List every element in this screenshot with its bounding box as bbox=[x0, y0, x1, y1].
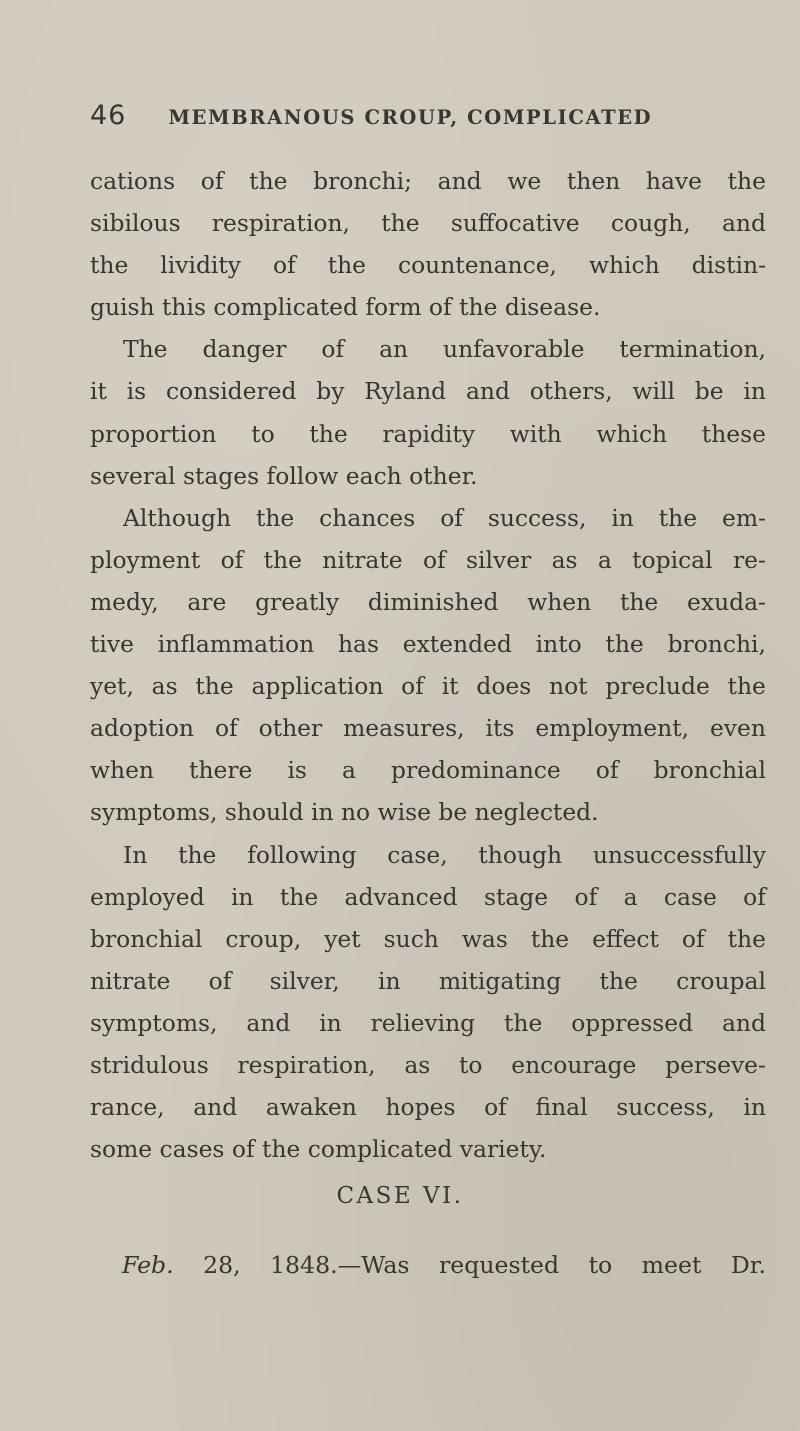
word: distin- bbox=[691, 251, 766, 280]
word: yet bbox=[324, 924, 361, 953]
word: silver bbox=[466, 545, 532, 574]
word: other bbox=[258, 714, 323, 743]
word: the bbox=[599, 966, 638, 995]
page-number: 46 bbox=[90, 100, 127, 131]
word: the bbox=[727, 672, 766, 701]
word: proportion bbox=[90, 419, 217, 448]
word: to bbox=[251, 419, 275, 448]
word: we bbox=[507, 167, 542, 195]
word: is bbox=[126, 377, 147, 406]
word: topical bbox=[632, 545, 713, 574]
text-line bbox=[90, 960, 766, 1002]
word: respiration, bbox=[237, 1050, 376, 1079]
text-line: guish this complicated form of the disease. bbox=[90, 293, 601, 322]
text-line bbox=[90, 413, 766, 455]
word: and bbox=[437, 167, 482, 195]
text-line bbox=[90, 160, 766, 202]
word: and bbox=[193, 1093, 238, 1122]
word: mitigating bbox=[438, 966, 562, 995]
text-line bbox=[90, 1044, 766, 1086]
word: measures, bbox=[343, 714, 465, 743]
text-line bbox=[90, 623, 766, 665]
word: Ryland bbox=[364, 377, 447, 406]
page-header bbox=[90, 100, 710, 131]
word: termination, bbox=[619, 335, 766, 364]
word: not bbox=[549, 672, 588, 701]
word: preclude bbox=[605, 672, 710, 701]
word: even bbox=[709, 714, 766, 743]
word: Dr. bbox=[730, 1251, 766, 1279]
word: there bbox=[189, 756, 253, 785]
word: to bbox=[588, 1251, 613, 1279]
word: the bbox=[195, 672, 234, 701]
word: tive bbox=[90, 630, 134, 659]
word: croup, bbox=[225, 924, 302, 953]
word: croupal bbox=[676, 966, 766, 995]
word: when bbox=[90, 756, 154, 785]
word: rance, bbox=[90, 1093, 165, 1122]
word: of bbox=[220, 545, 244, 574]
word: it bbox=[90, 377, 107, 406]
word: as bbox=[551, 545, 578, 574]
word: lividity bbox=[160, 251, 242, 280]
word: the bbox=[309, 419, 348, 448]
text-line bbox=[90, 1086, 766, 1128]
text-line bbox=[90, 918, 766, 960]
word: oppressed bbox=[571, 1008, 694, 1037]
word: the bbox=[658, 503, 698, 532]
word: the bbox=[90, 251, 129, 280]
word: the bbox=[327, 251, 367, 280]
word: then bbox=[566, 167, 621, 195]
word: of bbox=[272, 251, 296, 280]
word: meet bbox=[641, 1251, 702, 1279]
word: the bbox=[178, 840, 217, 869]
word: of bbox=[321, 335, 345, 364]
word: ployment bbox=[90, 545, 201, 574]
text-line bbox=[90, 370, 766, 412]
word: into bbox=[535, 630, 582, 659]
word: relieving bbox=[370, 1008, 476, 1037]
word: the bbox=[619, 587, 659, 616]
word: in bbox=[378, 966, 401, 995]
text-line bbox=[90, 328, 766, 370]
word: as bbox=[404, 1050, 431, 1079]
word: perseve- bbox=[665, 1050, 766, 1079]
word: danger bbox=[202, 335, 287, 364]
text-line bbox=[90, 244, 766, 286]
word: the bbox=[381, 209, 420, 238]
word: respiration, bbox=[211, 209, 350, 238]
word: of bbox=[484, 1093, 507, 1122]
word: of bbox=[208, 966, 232, 995]
word: which bbox=[596, 419, 668, 448]
word: was bbox=[461, 924, 508, 953]
word: the bbox=[605, 630, 644, 659]
word: 1848.—Was bbox=[270, 1251, 410, 1279]
word: the bbox=[255, 503, 295, 532]
word: Although bbox=[123, 503, 232, 532]
word: unfavorable bbox=[443, 335, 585, 364]
word: of bbox=[574, 882, 598, 911]
word: in bbox=[743, 377, 766, 406]
word: with bbox=[509, 419, 562, 448]
word: 28, bbox=[203, 1251, 241, 1279]
word: of bbox=[200, 167, 224, 195]
word: the bbox=[504, 1008, 543, 1037]
word: a bbox=[341, 756, 356, 785]
word: employed bbox=[90, 882, 205, 911]
word: symptoms, bbox=[90, 1008, 218, 1037]
text-line bbox=[90, 202, 766, 244]
word: an bbox=[379, 335, 409, 364]
word: have bbox=[645, 167, 702, 195]
text-line bbox=[90, 876, 766, 918]
word: exuda- bbox=[687, 587, 766, 616]
word: success, bbox=[616, 1093, 715, 1122]
word: by bbox=[316, 377, 345, 406]
word: nitrate bbox=[322, 545, 403, 574]
word: adoption bbox=[90, 714, 195, 743]
word: rapidity bbox=[382, 419, 476, 448]
text-line bbox=[90, 707, 766, 749]
word: and bbox=[721, 1008, 766, 1037]
word: of bbox=[743, 882, 766, 911]
case-date-italic: Feb. bbox=[122, 1251, 174, 1279]
word: case bbox=[663, 882, 717, 911]
word: which bbox=[588, 251, 660, 280]
word: of bbox=[214, 714, 238, 743]
word: stridulous bbox=[90, 1050, 209, 1079]
word: encourage bbox=[511, 1050, 637, 1079]
case-first-line bbox=[122, 1251, 766, 1279]
word: success, bbox=[487, 503, 587, 532]
word: bronchial bbox=[90, 924, 203, 953]
text-line bbox=[90, 834, 766, 876]
word: hopes bbox=[385, 1093, 456, 1122]
text-line bbox=[90, 581, 766, 623]
word: stage bbox=[483, 882, 549, 911]
body-text bbox=[90, 160, 766, 1170]
word: following bbox=[247, 840, 357, 869]
text-line: symptoms, should in no wise be neglected. bbox=[90, 798, 599, 827]
text-line bbox=[90, 1002, 766, 1044]
word: though bbox=[478, 840, 563, 869]
word: nitrate bbox=[90, 966, 171, 995]
word: bronchial bbox=[653, 756, 766, 785]
word: predominance bbox=[390, 756, 561, 785]
word: these bbox=[701, 419, 766, 448]
word: bronchi; bbox=[313, 167, 412, 195]
word: considered bbox=[165, 377, 297, 406]
word: the bbox=[727, 167, 766, 195]
word: em- bbox=[721, 503, 766, 532]
word: in bbox=[230, 882, 254, 911]
word: application bbox=[251, 672, 384, 701]
word: has bbox=[337, 630, 379, 659]
word: cough, bbox=[610, 209, 691, 238]
word: bronchi, bbox=[667, 630, 766, 659]
word: suffocative bbox=[450, 209, 580, 238]
word: as bbox=[151, 672, 178, 701]
word: it bbox=[441, 672, 459, 701]
word: re- bbox=[732, 545, 766, 574]
word: yet, bbox=[90, 672, 134, 701]
word: a bbox=[623, 882, 638, 911]
word: the bbox=[249, 167, 288, 195]
word: the bbox=[263, 545, 302, 574]
text-line: several stages follow each other. bbox=[90, 461, 478, 490]
word: The bbox=[123, 335, 168, 364]
word: and bbox=[246, 1008, 291, 1037]
word: of bbox=[401, 672, 424, 701]
word: does bbox=[476, 672, 532, 701]
word: effect bbox=[592, 924, 659, 953]
word: and bbox=[721, 209, 766, 238]
word: unsuccessfully bbox=[592, 840, 766, 869]
case-heading: CASE VI. bbox=[336, 1183, 464, 1209]
word: In bbox=[123, 840, 148, 869]
word: diminished bbox=[367, 587, 499, 616]
word: are bbox=[187, 587, 227, 616]
word: the bbox=[727, 924, 766, 953]
word: the bbox=[530, 924, 570, 953]
word: when bbox=[527, 587, 592, 616]
word: inflammation bbox=[157, 630, 315, 659]
word: greatly bbox=[255, 587, 340, 616]
text-line bbox=[90, 539, 766, 581]
word: will bbox=[632, 377, 675, 406]
word: extended bbox=[402, 630, 512, 659]
word: of bbox=[681, 924, 705, 953]
word: awaken bbox=[265, 1093, 357, 1122]
word: in bbox=[611, 503, 634, 532]
word: is bbox=[287, 756, 307, 785]
word: such bbox=[383, 924, 439, 953]
word: medy, bbox=[90, 587, 159, 616]
word: be bbox=[694, 377, 724, 406]
word: of bbox=[595, 756, 619, 785]
word: case, bbox=[387, 840, 448, 869]
word: the bbox=[279, 882, 319, 911]
text-line bbox=[90, 497, 766, 539]
word: to bbox=[459, 1050, 483, 1079]
word: of bbox=[422, 545, 446, 574]
text-line bbox=[90, 665, 766, 707]
word: countenance, bbox=[397, 251, 557, 280]
word: cations bbox=[90, 167, 176, 195]
text-line: some cases of the complicated variety. bbox=[90, 1135, 547, 1164]
word: its bbox=[485, 714, 515, 743]
word: final bbox=[535, 1093, 588, 1122]
running-head: MEMBRANOUS CROUP, COMPLICATED bbox=[168, 106, 653, 129]
word: in bbox=[319, 1008, 342, 1037]
word: others, bbox=[529, 377, 613, 406]
word: employment, bbox=[535, 714, 690, 743]
word: sibilous bbox=[90, 209, 181, 238]
word: advanced bbox=[344, 882, 458, 911]
word: and bbox=[465, 377, 510, 406]
word: in bbox=[743, 1093, 766, 1122]
word: chances bbox=[319, 503, 416, 532]
text-line bbox=[90, 749, 766, 791]
word: silver, bbox=[269, 966, 340, 995]
word: of bbox=[440, 503, 463, 532]
word: requested bbox=[438, 1251, 560, 1279]
word: a bbox=[597, 545, 612, 574]
